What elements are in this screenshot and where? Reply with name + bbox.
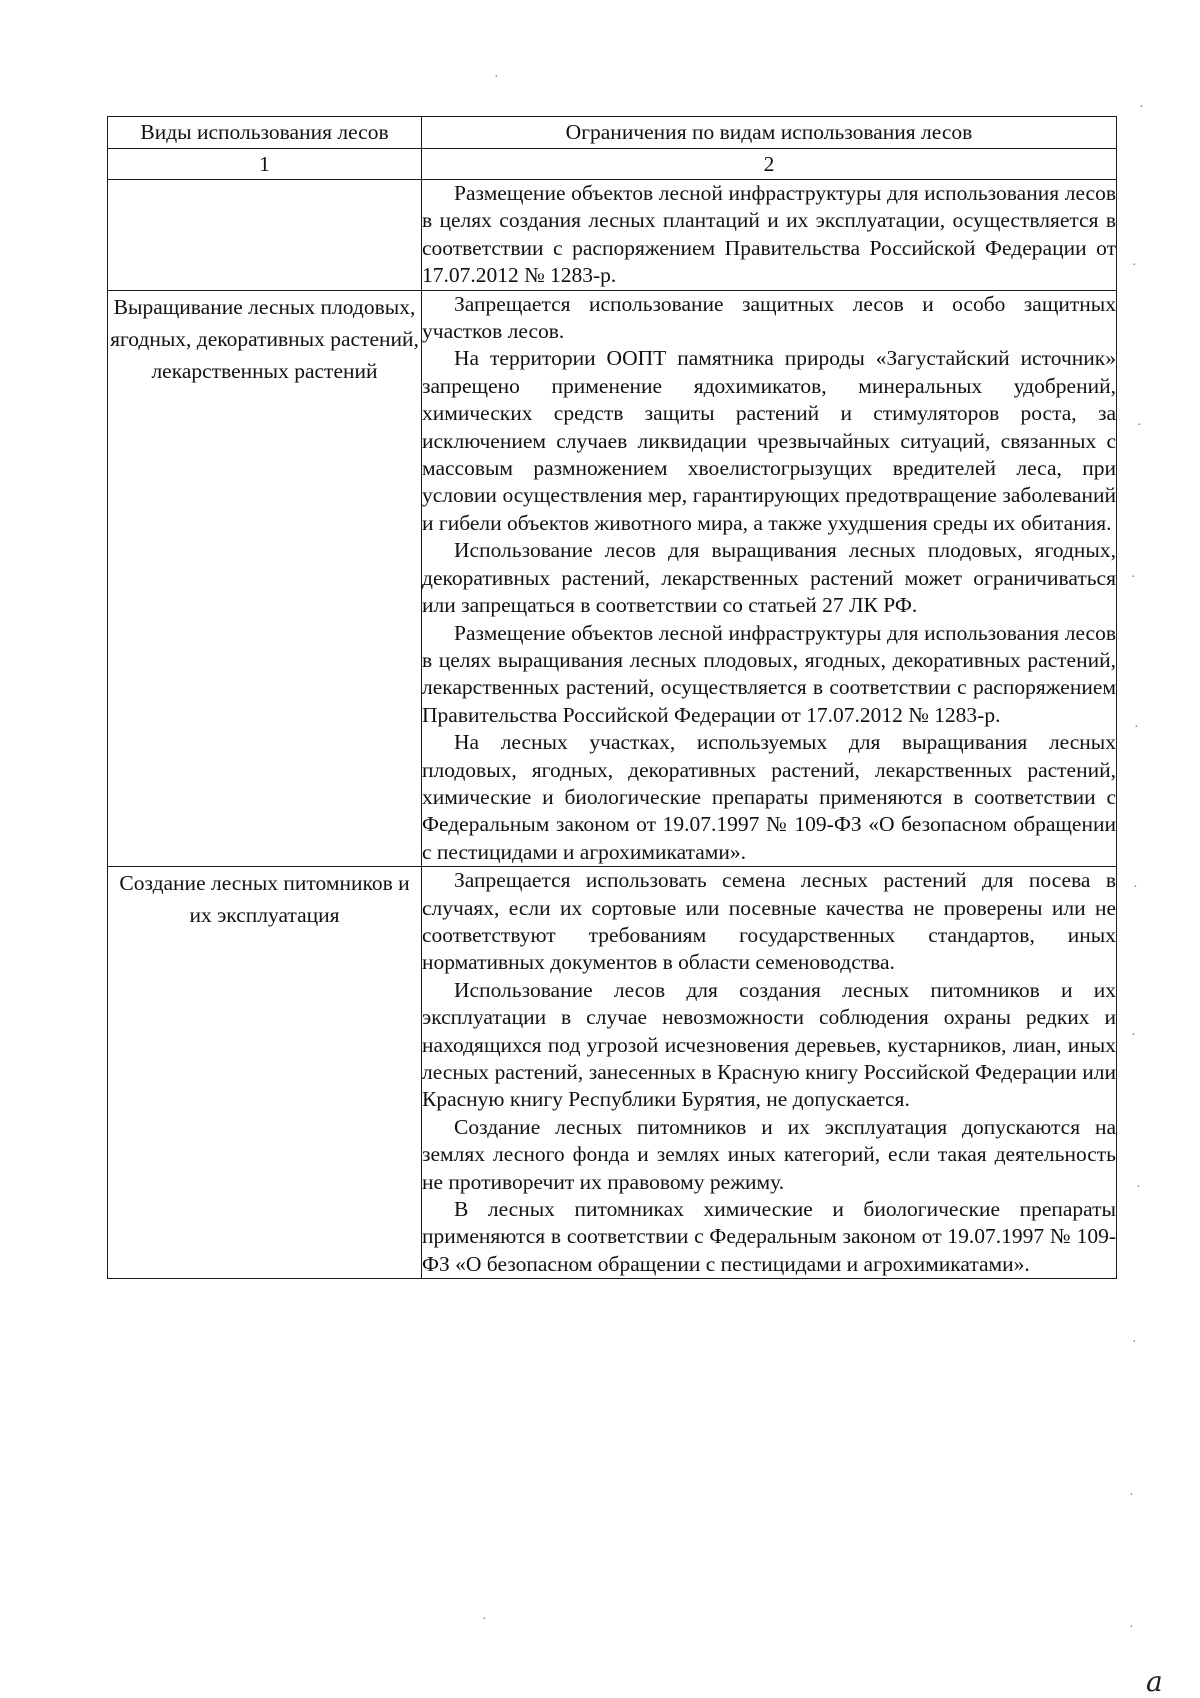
- column-number-row: [108, 149, 1117, 180]
- restriction-paragraph: Запрещается использовать семена лесных растений для посева в случаях, если их сортовые или посевные качества не проверены или не соответствуют требованиям государственных стандартов, иных нормативных документов в области семеноводства.: [422, 868, 1116, 975]
- restriction-paragraph: Создание лесных питомников и их эксплуатация допускаются на землях лесного фонда и землях иных категорий, если такая деятельность не противоречит их правовому режиму.: [422, 1114, 1116, 1194]
- restriction-paragraph: Размещение объектов лесной инфраструктуры для использования лесов в целях выращивания лесных плодовых, ягодных, декоративных растений, лекарственных растений, осуществляется в соответствии с распоряжением Правительства Российской Федерации от 17.07.2012 № 1283-р.: [422, 620, 1116, 727]
- restriction-paragraph: Использование лесов для выращивания лесных плодовых, ягодных, декоративных растений, лекарственных растений может ограничиваться или запрещаться в соответствии со статьей 27 ЛК РФ.: [422, 538, 1116, 618]
- scan-speck: ·: [1134, 720, 1139, 735]
- restriction-paragraph: Размещение объектов лесной инфраструктуры для использования лесов в целях создания лесных плантаций и их эксплуатации, осуществляется в соответствии с распоряжением Правительства Российской Федерации от 17.07.2012 № 1283-р.: [422, 181, 1116, 288]
- column-number-2: 2: [422, 149, 1117, 180]
- scan-speck: ·: [1131, 570, 1136, 585]
- scan-speck: ·: [1136, 1180, 1141, 1195]
- scan-speck: ·: [1129, 1488, 1134, 1503]
- restriction-paragraph: В лесных питомниках химические и биологические препараты применяются в соответствии с Федеральным законом от 19.07.1997 № 109-ФЗ «О безопасном обращении с пестицидами и агрохимикатами».: [422, 1197, 1116, 1276]
- restriction-paragraph: Использование лесов для создания лесных питомников и их эксплуатации в случае невозможности соблюдения охраны редких и находящихся под угрозой исчезновения деревьев, кустарников, лиан, иных лесных растений, занесенных в Красную книгу Российской Федерации или Красную книгу Республики Бурятия, не допускается.: [422, 977, 1116, 1112]
- table-row: [108, 180, 1117, 291]
- scan-speck: ·: [1131, 1028, 1136, 1043]
- restrictions-cell: [422, 867, 1117, 1279]
- scan-speck: ·: [482, 1612, 487, 1627]
- restriction-paragraph: На территории ООПТ памятника природы «Загустайский источник» запрещено применение ядохимикатов, минеральных удобрений, химических средств защиты растений и стимуляторов роста, за исключением случаев ликвидации чрезвычайных ситуаций, связанных с массовым размножением хвоелистогрызущих вредителей леса, при условии осуществления мер, гарантирующих предотвращение заболеваний и гибели объектов животного мира, а также ухудшения среды их обитания.: [422, 346, 1116, 535]
- forest-use-restrictions-table: [107, 116, 1117, 1279]
- scan-speck: ·: [1132, 1335, 1137, 1350]
- restrictions-cell: [422, 180, 1117, 291]
- scan-speck: ·: [1137, 418, 1142, 433]
- page-number: a: [1146, 1665, 1163, 1698]
- restriction-paragraph: На лесных участках, используемых для выращивания лесных плодовых, ягодных, декоративных растений, лекарственных растений, химические и биологические препараты применяются в соответствии с Федеральным законом от 19.07.1997 № 109-ФЗ «О безопасном обращении с пестицидами и агрохимикатами».: [422, 730, 1116, 864]
- table-row: [108, 867, 1117, 1279]
- restrictions-cell: [422, 290, 1117, 867]
- scan-speck: ·: [494, 70, 499, 85]
- use-kind-cell: [108, 180, 422, 291]
- restriction-paragraph: Запрещается использование защитных лесов и особо защитных участков лесов.: [422, 291, 1116, 344]
- scan-speck: ·: [1129, 1620, 1134, 1635]
- scan-speck: ·: [1133, 880, 1138, 895]
- scan-speck: ·: [1139, 100, 1144, 115]
- table-row: [108, 290, 1117, 867]
- use-kind-cell: Создание лесных питомников и их эксплуатация: [108, 867, 422, 1279]
- use-kind-cell: Выращивание лесных плодовых, ягодных, декоративных растений, лекарственных растений: [108, 290, 422, 867]
- column-header-restrictions: Ограничения по видам использования лесов: [422, 117, 1117, 149]
- table-header-row: [108, 117, 1117, 149]
- scan-speck: ·: [1132, 258, 1137, 273]
- column-number-1: 1: [108, 149, 422, 180]
- column-header-kinds: Виды использования лесов: [108, 117, 422, 149]
